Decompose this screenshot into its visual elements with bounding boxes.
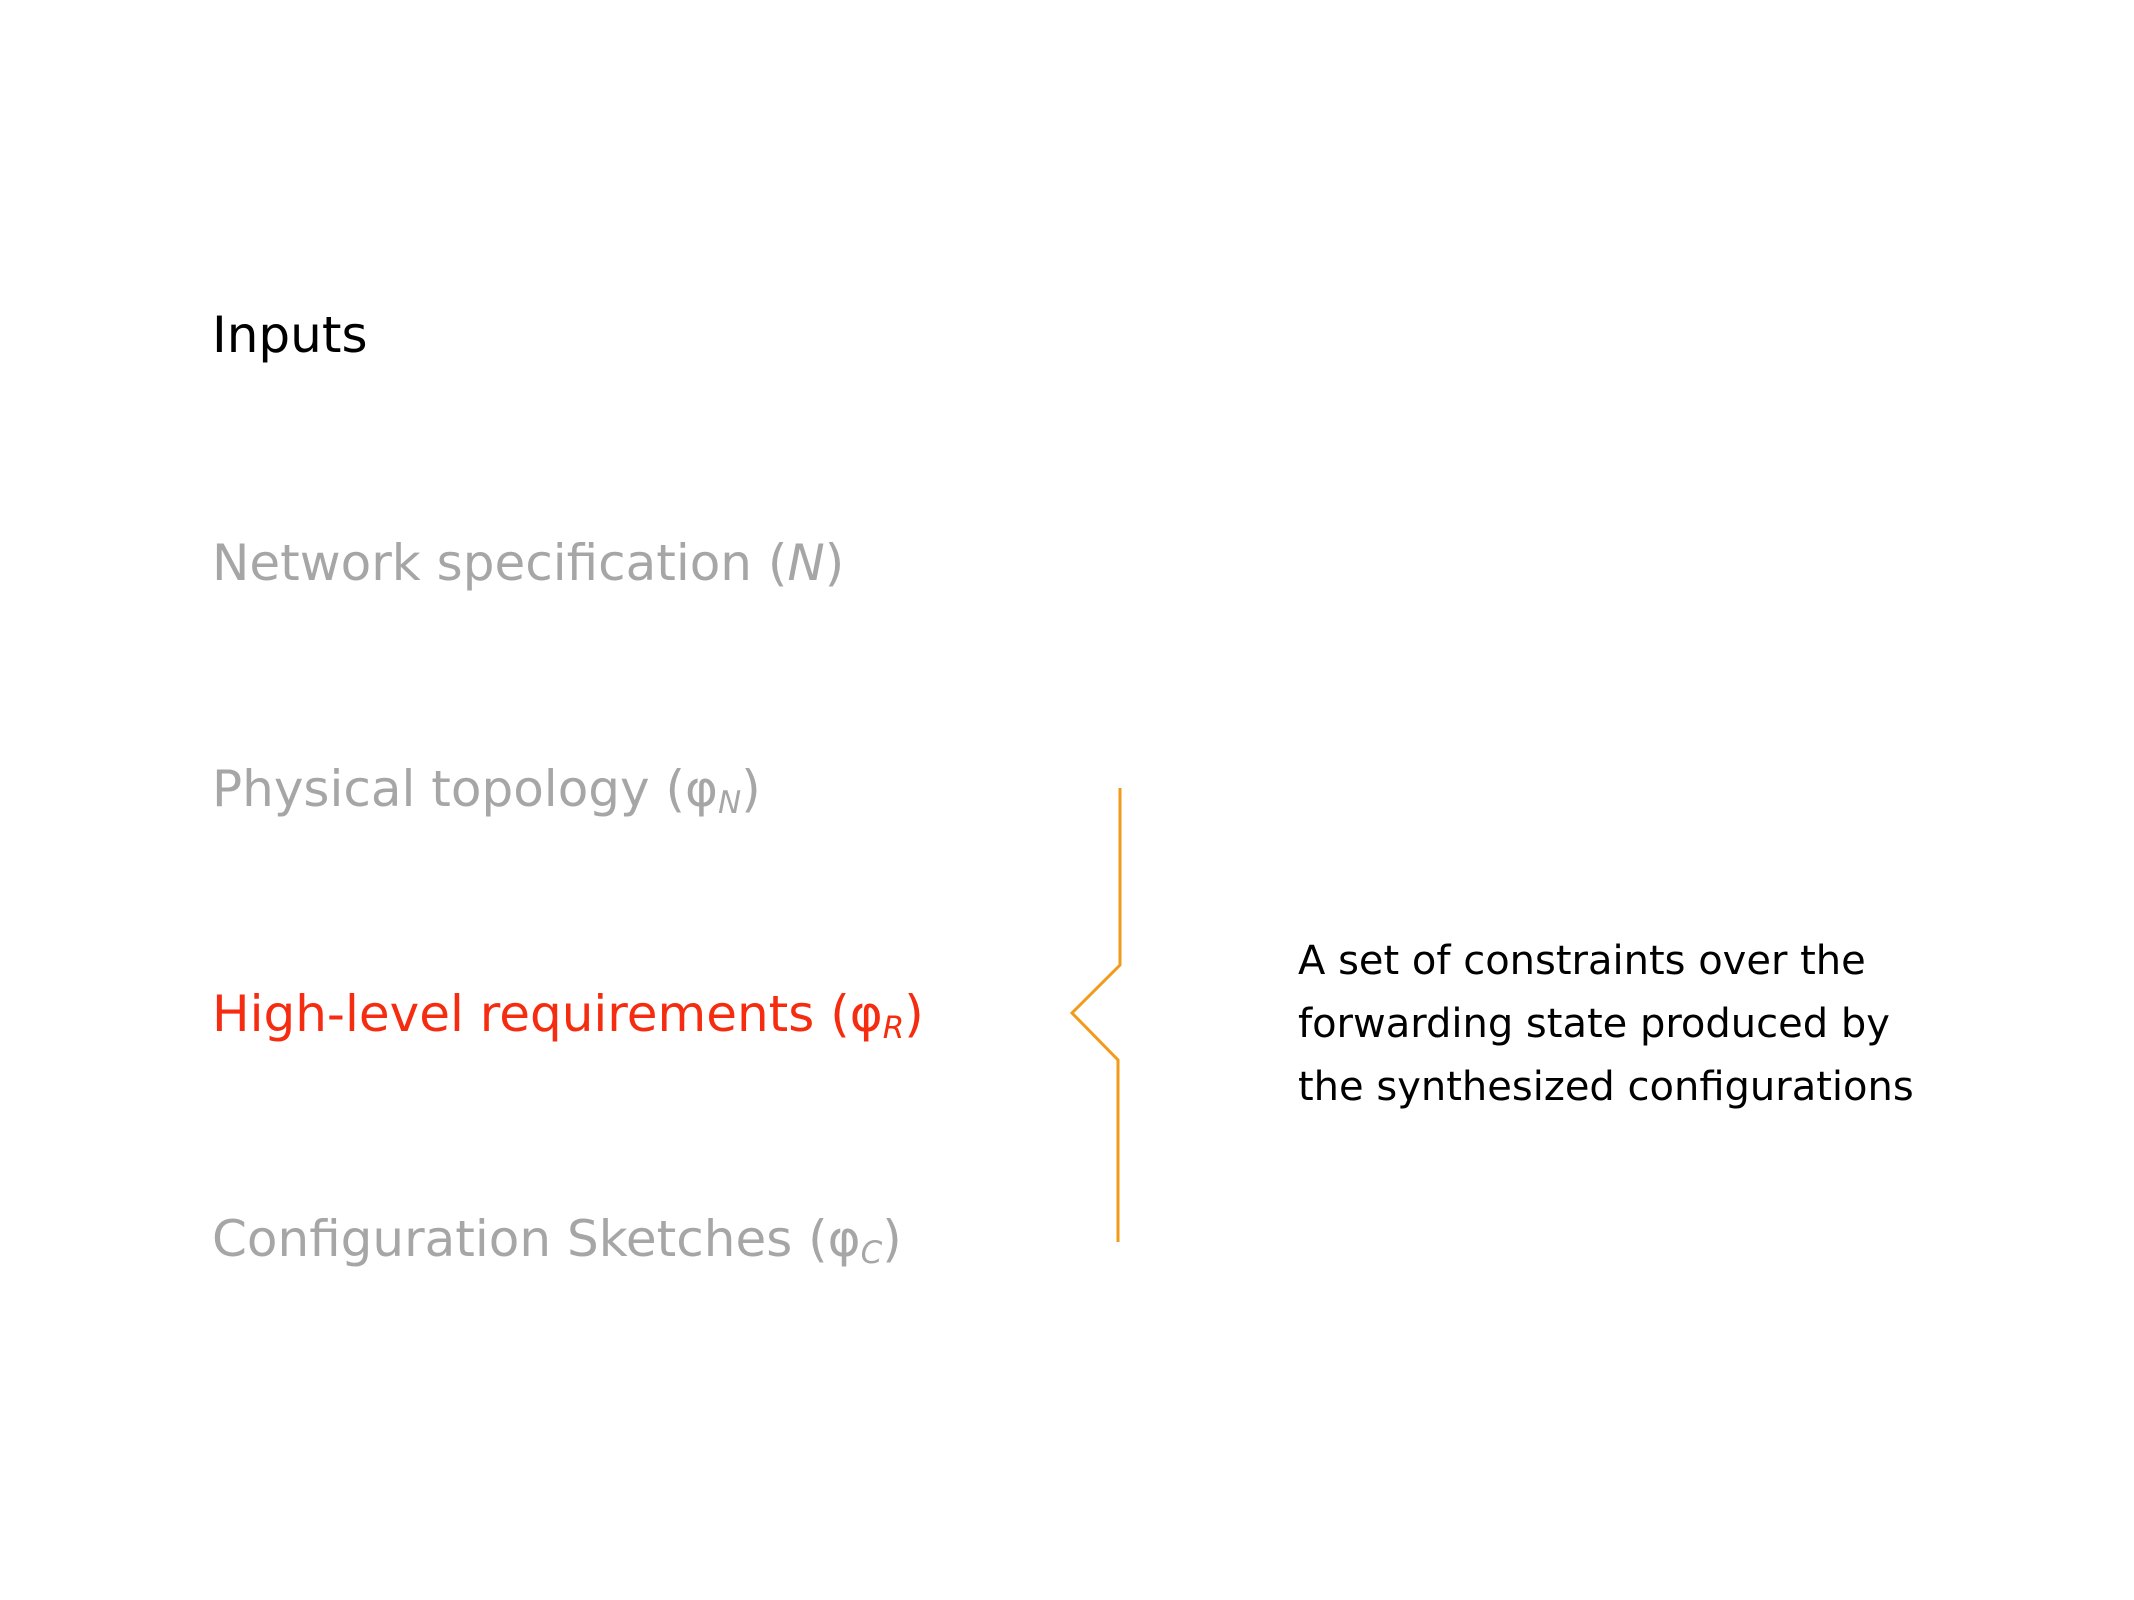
item-close: ): [824, 534, 845, 592]
item-label: Physical topology (φ: [212, 760, 719, 818]
item-subscript: R: [882, 1009, 905, 1046]
item-symbol: N: [787, 534, 825, 592]
item-label: Network specification (: [212, 534, 788, 592]
annotation-line: forwarding state produced by: [1298, 1001, 1890, 1047]
inputs-heading: Inputs: [212, 306, 368, 364]
list-item-high-level-requirements: [212, 985, 924, 1046]
list-item-configuration-sketches: [212, 1210, 902, 1271]
item-label: High-level requirements (φ: [212, 985, 883, 1043]
item-label: Configuration Sketches (φ: [212, 1210, 861, 1268]
item-close: ): [904, 985, 924, 1043]
curly-brace-icon: [1060, 780, 1140, 1250]
annotation-text: [1298, 930, 1914, 1119]
list-item-network-specification: [212, 534, 844, 592]
annotation-line: A set of constraints over the: [1298, 938, 1866, 984]
item-close: ): [882, 1210, 902, 1268]
item-subscript: C: [860, 1234, 883, 1271]
list-item-physical-topology: [212, 760, 761, 821]
item-close: ): [741, 760, 761, 818]
annotation-line: the synthesized configurations: [1298, 1064, 1914, 1110]
item-subscript: N: [718, 784, 742, 821]
